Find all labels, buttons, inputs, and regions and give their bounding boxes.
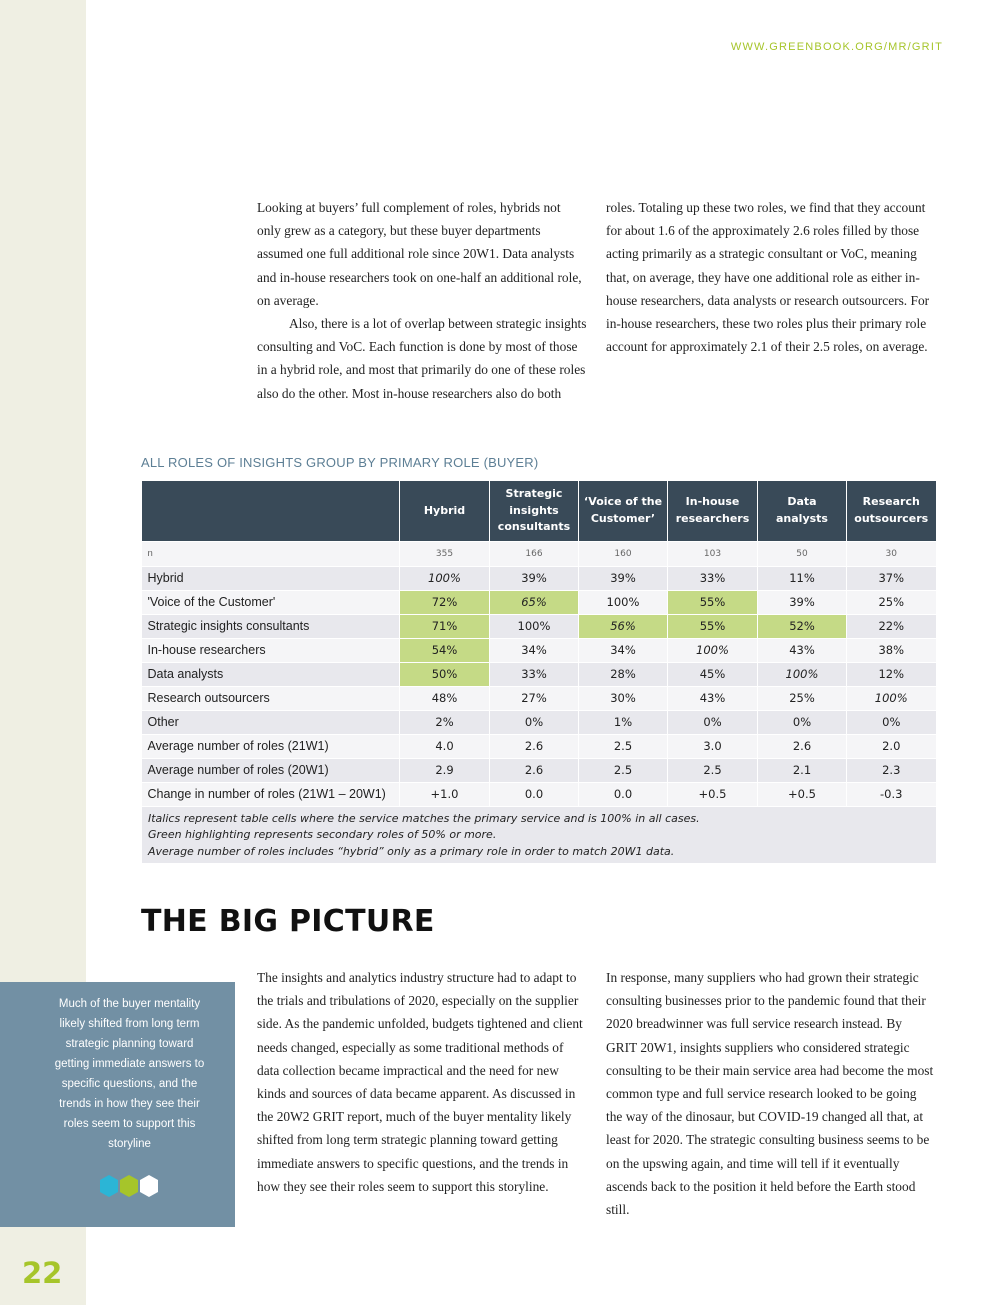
table-cell: 45% [668, 662, 758, 686]
table-cell: 30% [579, 686, 668, 710]
table-cell: 2.5 [579, 734, 668, 758]
row-label: Average number of roles (21W1) [142, 734, 400, 758]
body-column-left [257, 966, 589, 1198]
table-cell: 2.6 [490, 734, 579, 758]
body-paragraph-right: In response, many suppliers who had grown their strategic consulting businesses prior to the pandemic found that their 2020 breadwinner was full service research instead. By GRIT 20W1, insights suppliers who considered strategic consulting to be their main service area had become the most common type and full service research looked to be going the way of the dinosaur, but COVID-19 changed all that, at least for 2020. The strategic consulting business seems to be on the upswing again, and time will tell if it eventually ascends back to the position it held before the Earth stood still. [606, 970, 934, 1218]
table-body [142, 541, 936, 863]
table-notes [142, 806, 936, 863]
table-notes-row [142, 806, 936, 863]
table-cell: 100% [847, 686, 936, 710]
table-note: Italics represent table cells where the service matches the primary service and is 100% in all cases. [148, 811, 700, 825]
table-cell: 39% [490, 566, 579, 590]
pull-quote-text: Much of the buyer mentality likely shifted from long term strategic planning toward getting immediate answers to specific questions, and the trends in how they see their roles seem to support this storyline [54, 998, 205, 1150]
table-cell: 43% [758, 638, 847, 662]
intro-column-left [257, 196, 587, 405]
table-cell: 71% [400, 614, 490, 638]
table-cell: +0.5 [668, 782, 758, 806]
table-header-row [142, 481, 936, 541]
table-cell: 103 [668, 541, 758, 566]
header-corner [142, 481, 400, 541]
table-cell: 65% [490, 590, 579, 614]
table-cell: 2.5 [668, 758, 758, 782]
table-cell: 2% [400, 710, 490, 734]
table-cell: 2.1 [758, 758, 847, 782]
table-cell: 100% [579, 590, 668, 614]
table-note: Green highlighting represents secondary roles of 50% or more. [148, 828, 497, 841]
table-cell: 2.5 [579, 758, 668, 782]
intro-paragraph-3: roles. Totaling up these two roles, we find that they account for about 1.6 of the approximately 2.6 roles filled by those acting primarily as a strategic consultant or VoC, meaning that, on average, they have one additional role as either in-house researchers, data analysts or research outsourcers. For in-house researchers, these two roles plus their primary role account for approximately 2.1 of their 2.5 roles, on average. [606, 200, 930, 355]
table-cell: 55% [668, 590, 758, 614]
table-cell: 100% [400, 566, 490, 590]
table-cell: 48% [400, 686, 490, 710]
table-cell: 100% [758, 662, 847, 686]
column-header-data-analysts: Data analysts [758, 481, 847, 541]
table-cell: 355 [400, 541, 490, 566]
table-cell: 50 [758, 541, 847, 566]
row-label: In-house researchers [142, 638, 400, 662]
table-row [142, 758, 936, 782]
table-row [142, 638, 936, 662]
table-row [142, 710, 936, 734]
table-cell: 0% [758, 710, 847, 734]
table-cell: 0% [490, 710, 579, 734]
table-cell: 0.0 [579, 782, 668, 806]
table-row [142, 734, 936, 758]
table-cell: 2.0 [847, 734, 936, 758]
row-label: n [142, 541, 400, 566]
table-cell: 100% [490, 614, 579, 638]
row-label: Average number of roles (20W1) [142, 758, 400, 782]
table-cell: 2.6 [758, 734, 847, 758]
table-cell: 3.0 [668, 734, 758, 758]
row-label: Change in number of roles (21W1 – 20W1) [142, 782, 400, 806]
table-cell: 2.9 [400, 758, 490, 782]
page-number: 22 [22, 1256, 63, 1290]
table-row [142, 782, 936, 806]
column-header-voice-of-customer: ‘Voice of the Customer’ [579, 481, 668, 541]
body-paragraph-left: The insights and analytics industry structure had to adapt to the trials and tribulations of 2020, especially on the supplier side. As the pandemic unfolded, budgets tightened and client needs changed, especially as some traditional methods of data collection became impractical and the need for new kinds and sources of data became apparent. As discussed in the 20W2 GRIT report, much of the buyer mentality likely shifted from long term strategic planning toward getting immediate answers to specific questions, and the trends in how they see their roles seem to support this storyline. [257, 970, 583, 1194]
table-cell: 12% [847, 662, 936, 686]
intro-column-right [606, 196, 934, 358]
hexagon-green [120, 1175, 138, 1197]
table-row [142, 662, 936, 686]
column-header-research-outsourcers: Research outsourcers [847, 481, 936, 541]
table-cell: 160 [579, 541, 668, 566]
column-header-hybrid: Hybrid [400, 481, 490, 541]
table-cell: 52% [758, 614, 847, 638]
body-column-right [606, 966, 936, 1221]
table-cell: -0.3 [847, 782, 936, 806]
table-cell: 50% [400, 662, 490, 686]
table-cell: 166 [490, 541, 579, 566]
hexagon-dots-icon [98, 1174, 160, 1200]
table-cell: 22% [847, 614, 936, 638]
table-cell: 38% [847, 638, 936, 662]
table-cell: 56% [579, 614, 668, 638]
table-row [142, 614, 936, 638]
section-title: THE BIG PICTURE [141, 904, 435, 939]
table-cell: 33% [668, 566, 758, 590]
table-cell: 72% [400, 590, 490, 614]
row-label: Data analysts [142, 662, 400, 686]
table-row-n [142, 541, 936, 566]
table-cell: 34% [579, 638, 668, 662]
table-cell: 1% [579, 710, 668, 734]
website-url[interactable]: WWW.GREENBOOK.ORG/MR/GRIT [730, 41, 943, 53]
table-cell: 54% [400, 638, 490, 662]
table-cell: 4.0 [400, 734, 490, 758]
intro-paragraph-1: Looking at buyers’ full complement of roles, hybrids not only grew as a category, but these buyer departments assumed one full additional role since 20W1. Data analysts and in-house researchers took on one-half an additional role, on average. [257, 200, 582, 308]
table-cell: 0% [668, 710, 758, 734]
table-cell: 30 [847, 541, 936, 566]
table-row [142, 566, 936, 590]
table-cell: 2.3 [847, 758, 936, 782]
table-cell: 43% [668, 686, 758, 710]
table-cell: 39% [579, 566, 668, 590]
row-label: Other [142, 710, 400, 734]
table-cell: 2.6 [490, 758, 579, 782]
roles-table [141, 481, 936, 863]
row-label: 'Voice of the Customer' [142, 590, 400, 614]
row-label: Strategic insights consultants [142, 614, 400, 638]
table-cell: 25% [758, 686, 847, 710]
table-row [142, 590, 936, 614]
column-header-in-house-researchers: In-house researchers [668, 481, 758, 541]
table-cell: +1.0 [400, 782, 490, 806]
table-cell: 0% [847, 710, 936, 734]
table-cell: 11% [758, 566, 847, 590]
row-label: Research outsourcers [142, 686, 400, 710]
table-cell: 25% [847, 590, 936, 614]
table-cell: 55% [668, 614, 758, 638]
table-cell: +0.5 [758, 782, 847, 806]
hexagon-cyan [100, 1175, 118, 1197]
table-row [142, 686, 936, 710]
table-cell: 37% [847, 566, 936, 590]
hexagon-white [140, 1175, 158, 1197]
pull-quote-box [0, 982, 235, 1227]
table-cell: 27% [490, 686, 579, 710]
table-cell: 33% [490, 662, 579, 686]
table-cell: 100% [668, 638, 758, 662]
row-label: Hybrid [142, 566, 400, 590]
table-note: Average number of roles includes “hybrid” only as a primary role in order to match 20W1 data. [148, 844, 675, 858]
intro-paragraph-2: Also, there is a lot of overlap between strategic insights consulting and VoC. Each function is done by most of those in a hybrid role, and most that primarily do one of these roles also do the other. Most in-house researchers also do both [257, 316, 587, 401]
table-cell: 0.0 [490, 782, 579, 806]
table-cell: 28% [579, 662, 668, 686]
table-title: ALL ROLES OF INSIGHTS GROUP BY PRIMARY ROLE (BUYER) [141, 455, 539, 470]
column-header-strategic-insights: Strategic insights consultants [490, 481, 579, 541]
table-cell: 39% [758, 590, 847, 614]
table-cell: 34% [490, 638, 579, 662]
